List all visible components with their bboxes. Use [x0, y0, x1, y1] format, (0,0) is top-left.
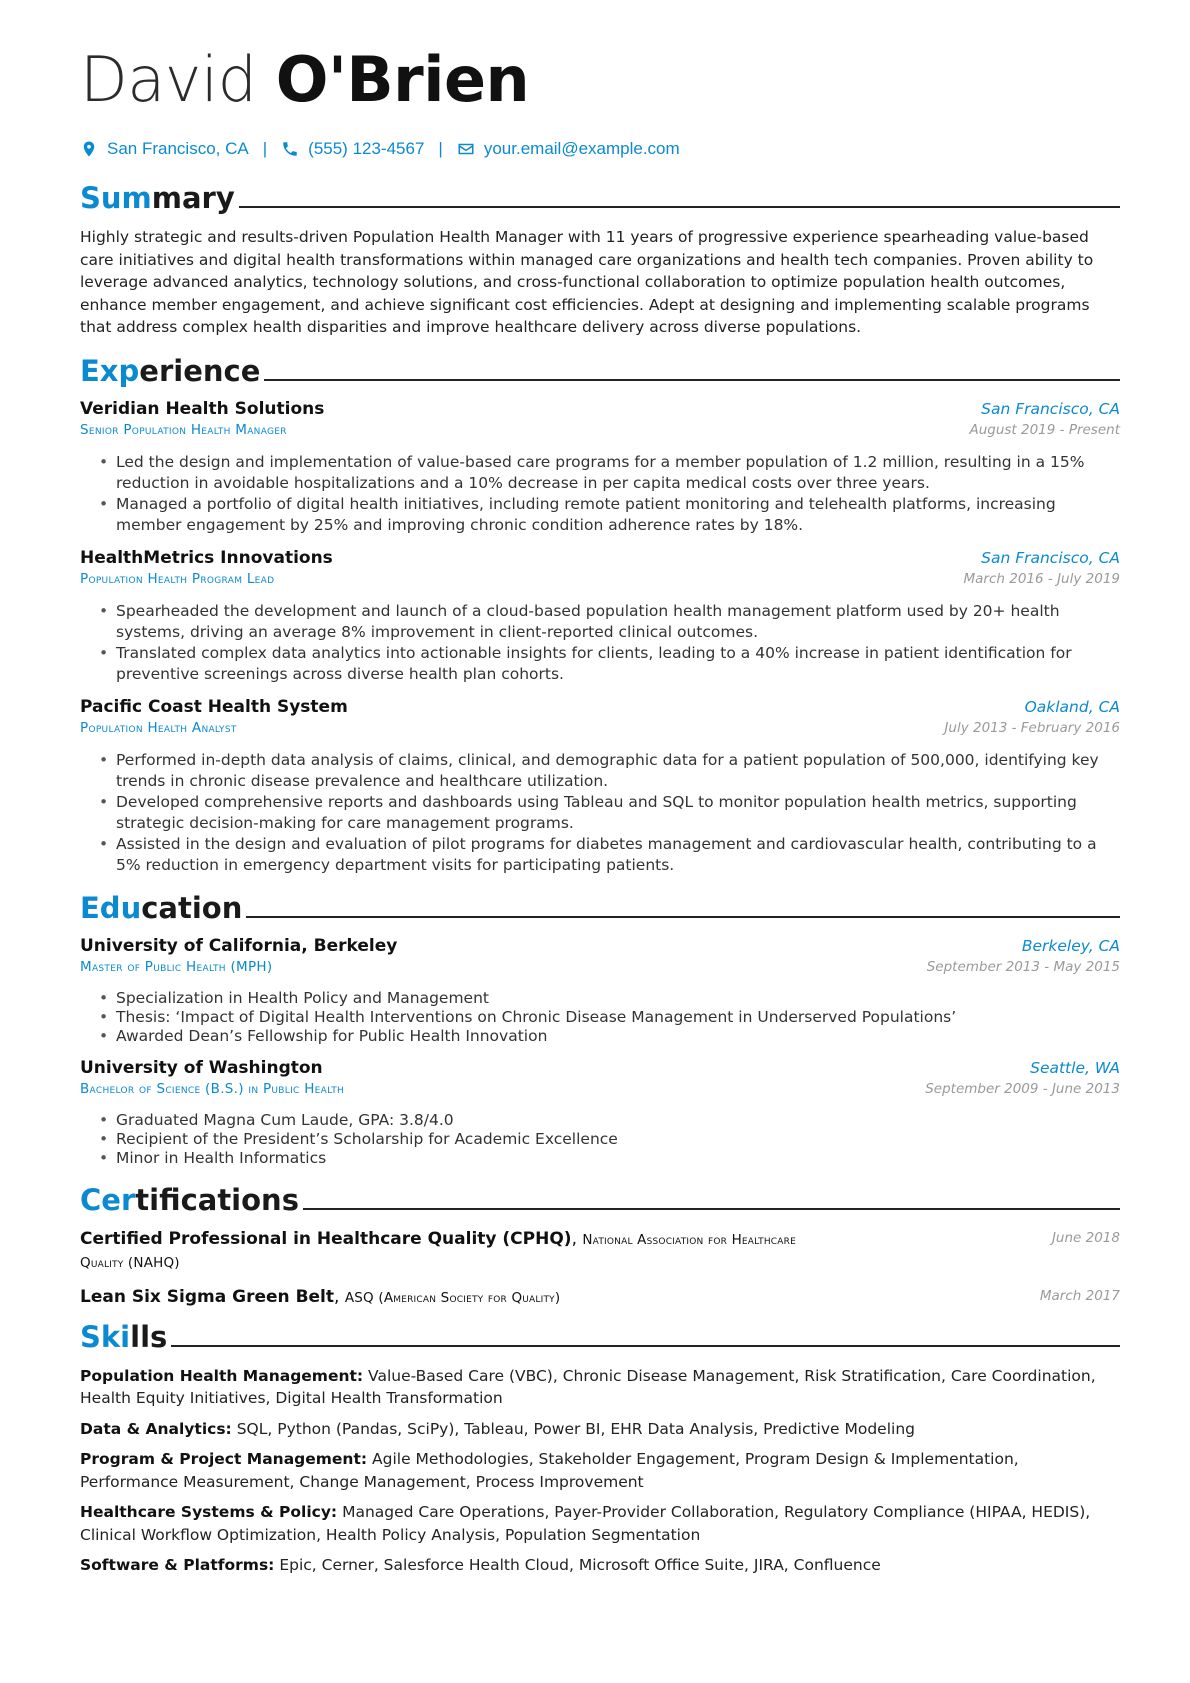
bullet-item: • Awarded Dean’s Fellowship for Public Health Innovation [116, 1027, 1120, 1046]
summary-heading: Summary [80, 180, 1120, 214]
education-entry [80, 936, 1120, 1046]
bullet-item: • Recipient of the President’s Scholarship for Academic Excellence [116, 1130, 1120, 1149]
skill-category: Healthcare Systems & Policy: [80, 1503, 338, 1521]
contact-bar [80, 136, 1120, 162]
bullet-item: • Managed a portfolio of digital health initiatives, including remote patient monitoring and telehealth platforms, increasing member engagement by 25% and improving chronic condition adherence rates by 18%. [116, 494, 1120, 536]
skill-category: Program & Project Management: [80, 1450, 368, 1468]
skill-list: Agile Methodologies, Stakeholder Engagement, Program Design & Implementation, Performance Measurement, Change Management, Process Improvement [80, 1450, 1019, 1491]
job-bullets [80, 601, 1120, 685]
job-dates: August 2019 - Present [969, 421, 1120, 438]
skill-group [80, 1501, 1120, 1546]
job-company: HealthMetrics Innovations [80, 547, 333, 568]
section-rule [239, 206, 1120, 208]
skill-list: Managed Care Operations, Payer-Provider Collaboration, Regulatory Compliance (HIPAA, HEDIS), Clinical Workflow Optimization, Health Policy Analysis, Population Segmentation [80, 1503, 1091, 1544]
section-rule [246, 916, 1120, 918]
contact-location [80, 139, 249, 159]
certification-name: Lean Six Sigma Green Belt [80, 1286, 335, 1307]
job-location: San Francisco, CA [981, 399, 1120, 418]
education-heading: Education [80, 890, 1120, 924]
experience-heading: Experience [80, 353, 1120, 387]
job-entry [80, 697, 1120, 876]
job-entry [80, 399, 1120, 536]
bullet-item: • Performed in-depth data analysis of claims, clinical, and demographic data for a patient population of 500,000, identifying key trends in chronic disease prevalence and healthcare utilization. [116, 750, 1120, 792]
section-rule [171, 1345, 1120, 1347]
bullet-item: • Specialization in Health Policy and Management [116, 989, 1120, 1008]
certification-entry: Lean Six Sigma Green Belt, ASQ (American Society for Quality) March 2017 [80, 1286, 1120, 1307]
phone-icon [281, 140, 299, 158]
location-text: San Francisco, CA [107, 139, 249, 158]
skill-group [80, 1418, 1120, 1441]
job-title: Population Health Analyst [80, 719, 237, 736]
certification-name: Certified Professional in Healthcare Quality (CPHQ) [80, 1228, 572, 1249]
skill-category: Population Health Management: [80, 1366, 364, 1385]
map-pin-icon [80, 140, 98, 158]
section-rule [303, 1208, 1120, 1210]
skill-category: Data & Analytics: [80, 1419, 232, 1438]
summary-text: Highly strategic and results-driven Population Health Manager with 11 years of progressive experience spearheading value-based care initiatives and digital health transformations within managed care organizations and health tech companies. Proven ability to leverage advanced analytics, technology solutions, and cross-functional collaboration to optimize population health outcomes, enhance member engagement, and achieve significant cost efficiencies. Adept at designing and implementing scalable programs that address complex health disparities and improve healthcare delivery across diverse populations. [80, 228, 1094, 336]
certification-date: June 2018 [1051, 1229, 1120, 1246]
skill-list: Epic, Cerner, Salesforce Health Cloud, Microsoft Office Suite, JIRA, Confluence [279, 1556, 881, 1574]
job-title: Population Health Program Lead [80, 570, 275, 587]
bullet-item: • Assisted in the design and evaluation of pilot programs for diabetes management and cardiovascular health, contributing to a 5% reduction in emergency department visits for participating patients. [116, 834, 1120, 876]
school-name: University of Washington [80, 1057, 323, 1078]
certification-issuer: ASQ (American Society for Quality) [344, 1289, 561, 1306]
envelope-icon [457, 140, 475, 158]
candidate-name [80, 44, 1120, 116]
school-dates: September 2013 - May 2015 [926, 958, 1120, 975]
school-dates: September 2009 - June 2013 [925, 1080, 1120, 1097]
job-bullets [80, 750, 1120, 876]
contact-separator: | [262, 139, 268, 158]
email-link: your.email@example.com [483, 139, 680, 158]
job-location: Oakland, CA [1024, 697, 1120, 716]
bullet-item: • Minor in Health Informatics [116, 1149, 1120, 1168]
certification-issuer: National Association for Healthcare Quality (NAHQ) [80, 1231, 796, 1271]
skill-category: Software & Platforms: [80, 1556, 275, 1574]
school-location: Seattle, WA [1030, 1058, 1120, 1077]
job-bullets [80, 452, 1120, 536]
contact-phone[interactable] [281, 139, 424, 159]
skill-list: Value-Based Care (VBC), Chronic Disease Management, Risk Stratification, Care Coordination, Health Equity Initiatives, Digital Health Transformation [80, 1366, 1096, 1407]
education-bullets [80, 1111, 1120, 1168]
job-dates: March 2016 - July 2019 [963, 570, 1120, 587]
contact-separator: | [438, 139, 443, 158]
first-name: David [80, 43, 257, 116]
skills-heading: Skills [80, 1319, 1120, 1353]
certification-date: March 2017 [1039, 1287, 1120, 1304]
bullet-item: • Thesis: ‘Impact of Digital Health Interventions on Chronic Disease Management in Underserved Populations’ [116, 1008, 1120, 1027]
skill-group [80, 1448, 1120, 1493]
skill-group [80, 1365, 1120, 1410]
bullet-item: • Developed comprehensive reports and dashboards using Tableau and SQL to monitor population health metrics, supporting strategic decision-making for care management programs. [116, 792, 1120, 834]
phone-text: (555) 123-4567 [308, 139, 425, 158]
skill-list: SQL, Python (Pandas, SciPy), Tableau, Power BI, EHR Data Analysis, Predictive Modeling [236, 1419, 915, 1438]
contact-email[interactable] [457, 139, 680, 159]
bullet-item: • Translated complex data analytics into actionable insights for clients, leading to a 40% increase in patient identification for preventive screenings across diverse health plan cohorts. [116, 643, 1120, 685]
last-name: O'Brien [275, 43, 530, 116]
bullet-item: • Spearheaded the development and launch of a cloud-based population health management platform used by 20+ health systems, driving an average 8% improvement in client-reported clinical outcomes. [116, 601, 1120, 643]
bullet-item: • Led the design and implementation of value-based care programs for a member population of 1.2 million, resulting in a 15% reduction in avoidable hospitalizations and a 10% decrease in per capita medical costs over three years. [116, 452, 1120, 494]
bullet-item: • Graduated Magna Cum Laude, GPA: 3.8/4.0 [116, 1111, 1120, 1130]
certifications-heading: Certifications [80, 1182, 1120, 1216]
job-title: Senior Population Health Manager [80, 421, 287, 438]
school-name: University of California, Berkeley [80, 935, 398, 956]
certification-entry: Certified Professional in Healthcare Quality (CPHQ), National Association for Healthcare Quality (NAHQ) June 2018 [80, 1228, 1120, 1274]
job-company: Pacific Coast Health System [80, 696, 348, 717]
degree-name: Master of Public Health (MPH) [80, 958, 273, 975]
degree-name: Bachelor of Science (B.S.) in Public Health [80, 1080, 345, 1097]
job-location: San Francisco, CA [981, 548, 1120, 567]
school-location: Berkeley, CA [1021, 936, 1120, 955]
job-entry [80, 548, 1120, 685]
education-bullets [80, 989, 1120, 1046]
job-company: Veridian Health Solutions [80, 398, 325, 419]
section-rule [264, 379, 1120, 381]
job-dates: July 2013 - February 2016 [944, 719, 1120, 736]
skill-group [80, 1554, 1120, 1577]
education-entry [80, 1058, 1120, 1168]
